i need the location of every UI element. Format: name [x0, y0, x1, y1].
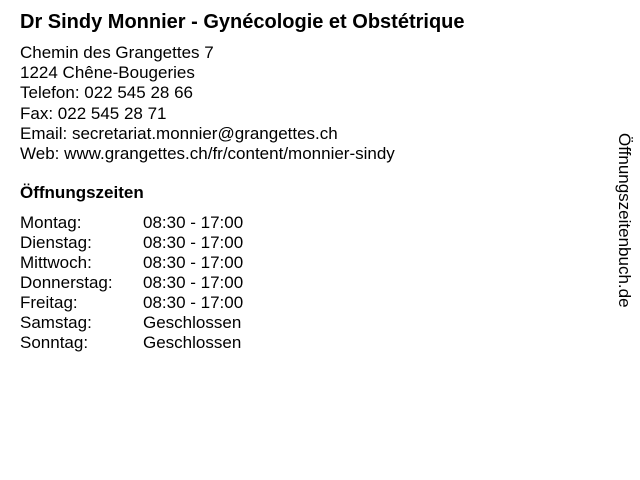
day-label: Freitag: [20, 293, 78, 312]
hours-row-tuesday [20, 233, 243, 253]
day-label: Montag: [20, 213, 82, 232]
email-address: Email: secretariat.monnier@grangettes.ch [20, 123, 338, 143]
hours-value: Geschlossen [143, 333, 242, 352]
hours-value: 08:30 - 17:00 [143, 253, 244, 272]
day-label: Dienstag: [20, 233, 92, 252]
day-label: Mittwoch: [20, 253, 92, 272]
hours-row-thursday [20, 273, 243, 293]
opening-hours-table [20, 213, 243, 353]
hours-row-wednesday [20, 253, 243, 273]
fax-number: Fax: 022 545 28 71 [20, 103, 167, 123]
day-label: Samstag: [20, 313, 92, 332]
hours-row-saturday [20, 313, 243, 333]
hours-row-friday [20, 293, 243, 313]
hours-row-monday [20, 213, 243, 233]
city-address: 1224 Chêne-Bougeries [20, 63, 195, 83]
street-address: Chemin des Grangettes 7 [20, 43, 214, 62]
day-label: Donnerstag: [20, 273, 113, 292]
hours-value: 08:30 - 17:00 [143, 233, 244, 252]
hours-value: 08:30 - 17:00 [143, 213, 244, 232]
hours-value: Geschlossen [143, 313, 242, 332]
brand-watermark: Öffnungszeitenbuch.de [615, 133, 634, 308]
day-label: Sonntag: [20, 333, 89, 352]
opening-hours-heading: Öffnungszeiten [20, 183, 144, 202]
hours-value: 08:30 - 17:00 [143, 293, 244, 312]
hours-row-sunday [20, 333, 243, 353]
address-block [20, 43, 395, 164]
hours-value: 08:30 - 17:00 [143, 273, 244, 292]
phone-number: Telefon: 022 545 28 66 [20, 83, 193, 103]
page-title: Dr Sindy Monnier - Gynécologie et Obstétrique [20, 11, 465, 33]
website-url: Web: www.grangettes.ch/fr/content/monnier-sindy [20, 144, 395, 164]
